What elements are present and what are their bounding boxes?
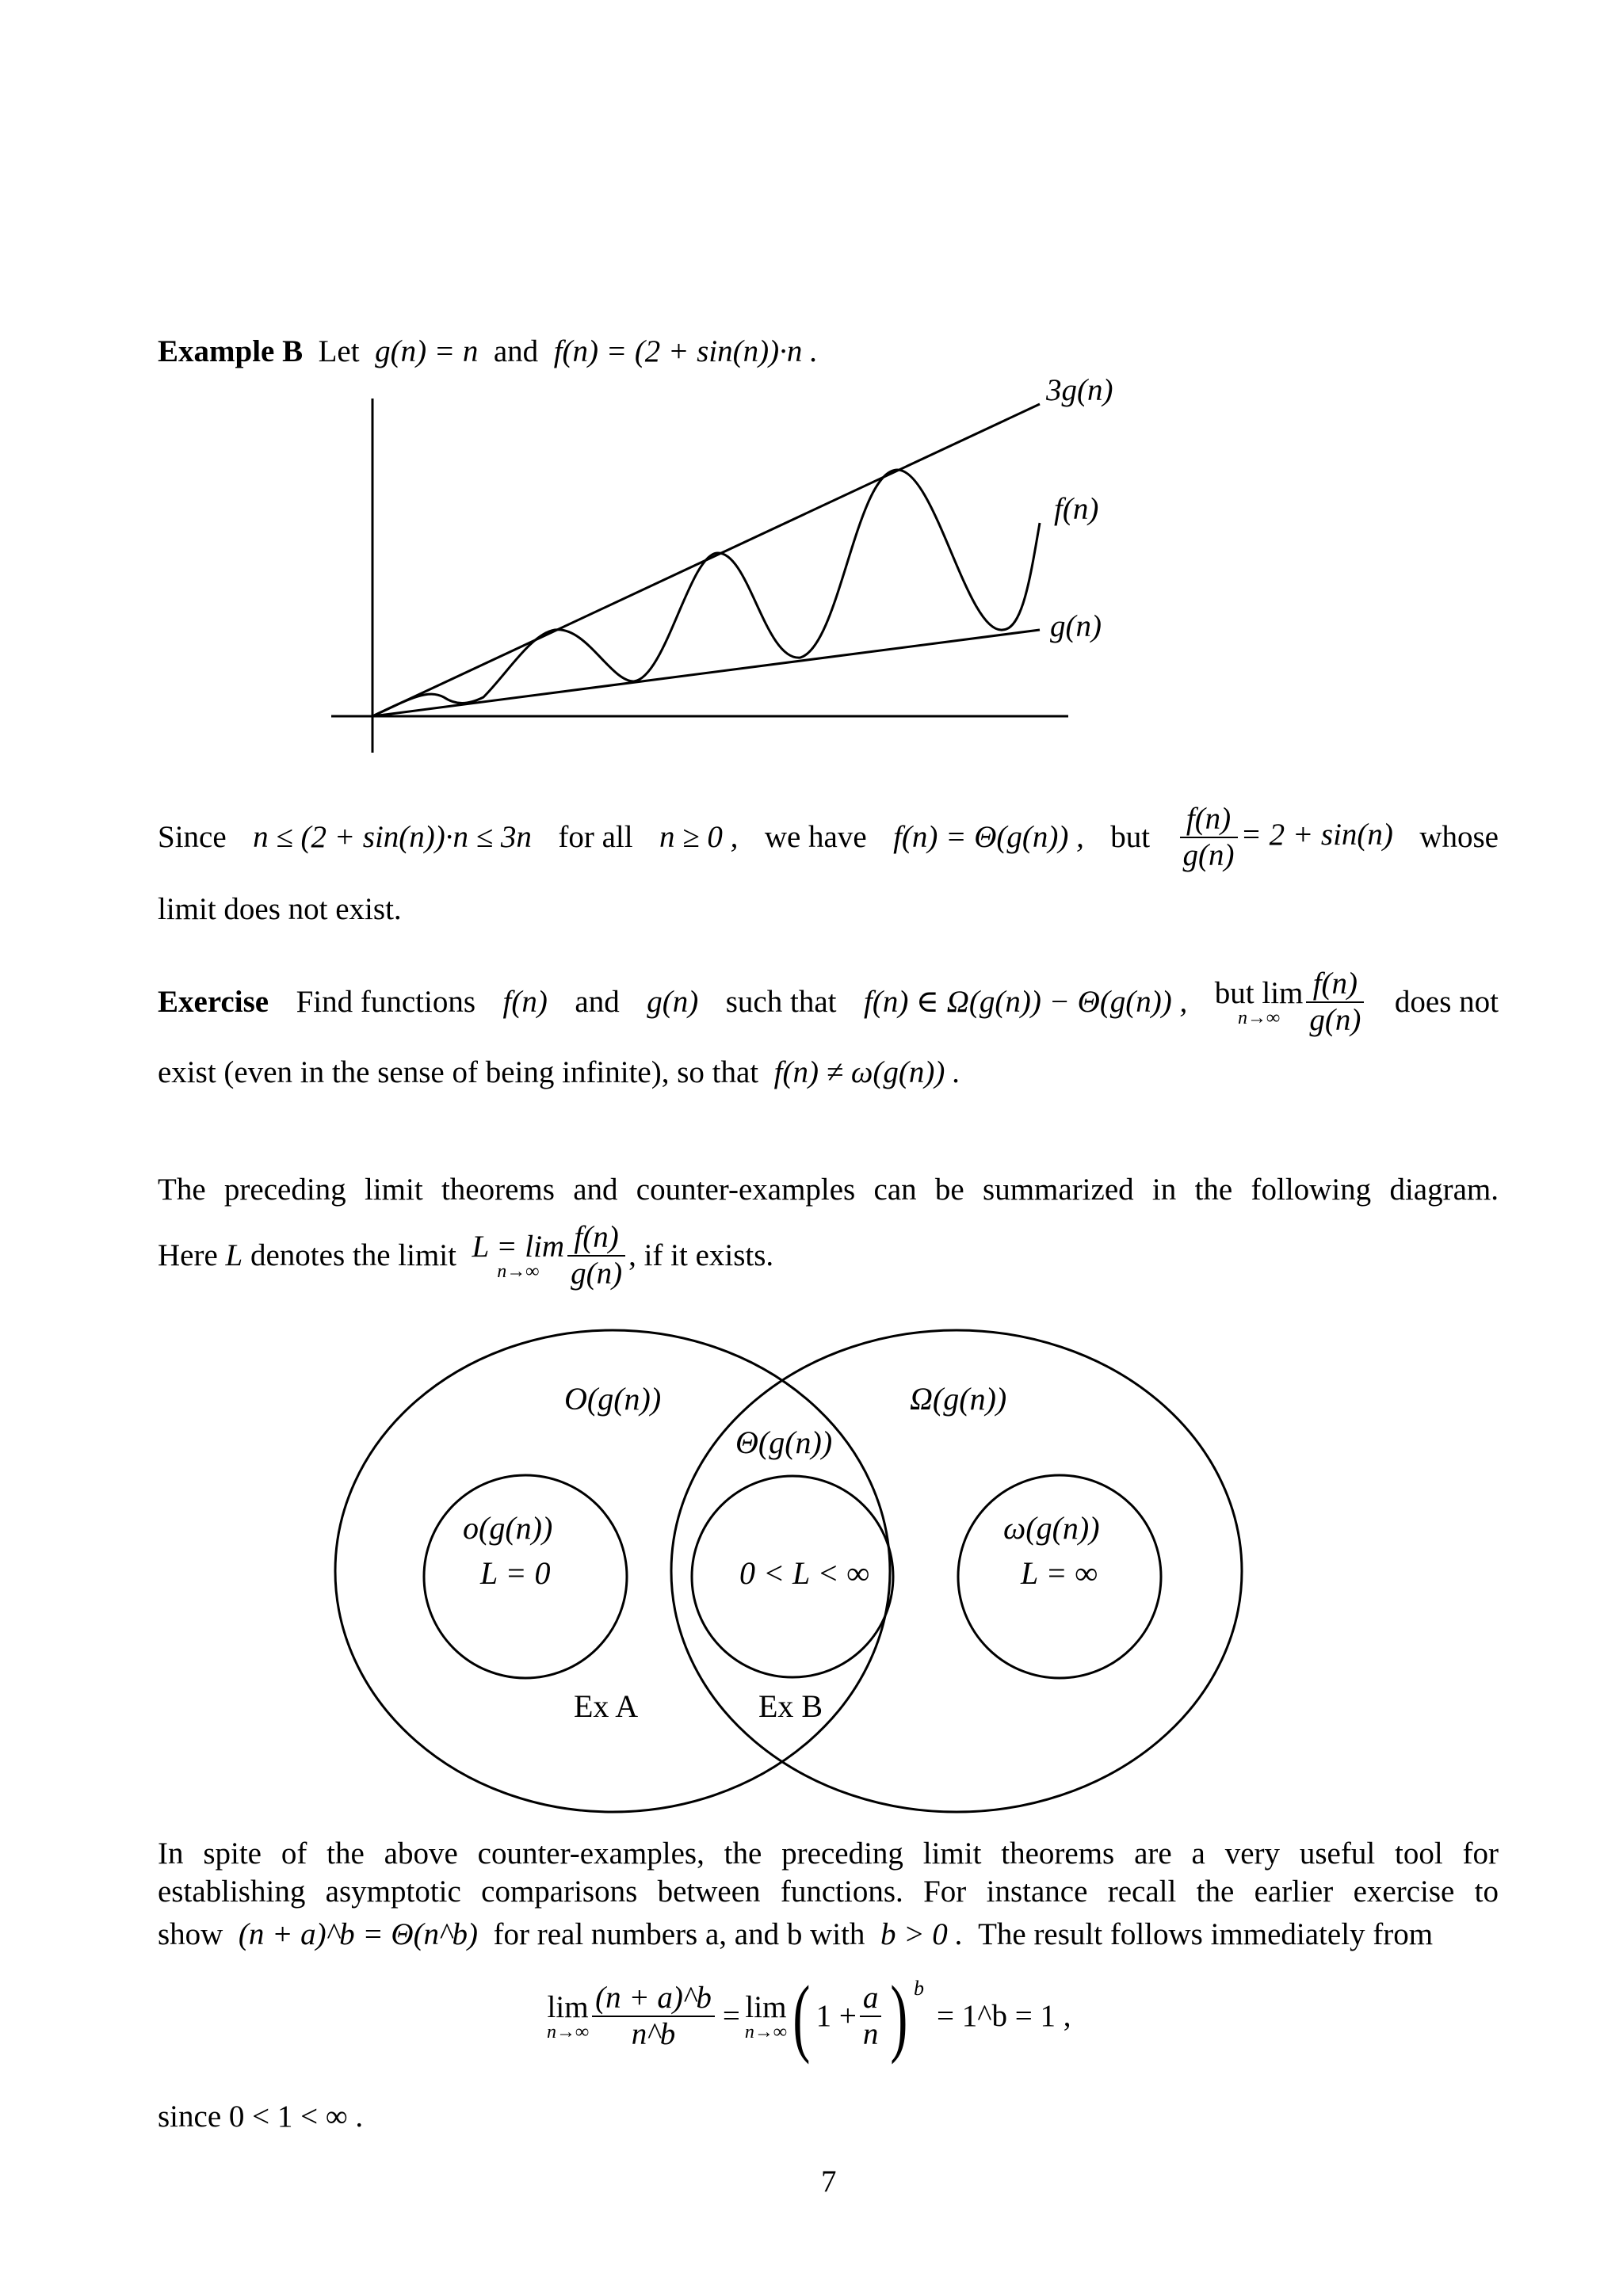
here-text: Here: [158, 1238, 218, 1272]
such-that-text: such that: [725, 985, 837, 1019]
eq-numerator: (n + a)^b: [595, 1981, 712, 2015]
if-exists-text: , if it exists.: [628, 1238, 774, 1272]
summary-denominator: g(n): [567, 1255, 625, 1291]
final-line-2: establishing asymptotic comparisons between functions. For instance recall the earlier exercise to: [158, 1875, 1499, 1909]
example-b-heading: Example B: [158, 334, 304, 368]
venn-big-o-label: O(g(n)): [564, 1381, 662, 1417]
but-word: but: [1110, 820, 1151, 854]
show-word: show: [158, 1917, 223, 1951]
show-math: (n + a)^b = Θ(n^b): [238, 1917, 478, 1951]
eq-equals: =: [722, 1999, 740, 2033]
eq-rhs: = 1^b = 1 ,: [937, 1999, 1071, 2033]
since-end-line: since 0 < 1 < ∞ .: [158, 2100, 364, 2134]
eq-lim-1-text: lim: [547, 1990, 589, 2024]
final-line-1: In spite of the above counter-examples, the preceding limit theorems are a very useful tool for: [158, 1836, 1499, 1871]
ratio-denominator: g(n): [1180, 837, 1238, 873]
since-inequality: n ≤ (2 + sin(n))·n ≤ 3n: [253, 820, 532, 854]
find-text: Find functions: [296, 985, 476, 1019]
example-b-intro: Let: [318, 334, 360, 368]
summary-numerator: f(n): [574, 1220, 619, 1254]
eq-inner-denominator: n: [860, 2016, 882, 2052]
exercise-line2-math: f(n) ≠ ω(g(n)) .: [773, 1055, 960, 1089]
f-definition: f(n) = (2 + sin(n))·n .: [553, 334, 818, 368]
venn-little-o-label: o(g(n)): [463, 1510, 553, 1546]
venn-ex-b-label: Ex B: [758, 1688, 823, 1724]
eq-fraction: [592, 1981, 715, 2052]
since-word: Since: [158, 820, 227, 854]
eq-lim-1-sub: n→∞: [547, 2022, 590, 2042]
right-paren: ): [890, 1968, 908, 2065]
exercise-condition: f(n) ∈ Ω(g(n)) − Θ(g(n)) ,: [864, 985, 1188, 1019]
label-g: g(n): [1050, 609, 1102, 643]
exercise-g: g(n): [647, 985, 699, 1019]
eq-one-plus: 1 +: [815, 1999, 857, 2033]
venn-little-o-limit: L = 0: [480, 1555, 551, 1591]
denotes-text: denotes the limit: [250, 1238, 456, 1272]
venn-theta-label: Θ(g(n)): [735, 1425, 833, 1460]
exercise-lim-sub: n→∞: [1238, 1008, 1281, 1028]
eq-power: b: [914, 1977, 924, 2000]
display-equation: [547, 1968, 1071, 2065]
exercise-denominator: g(n): [1306, 1001, 1364, 1038]
eq-inner-numerator: a: [862, 1981, 879, 2015]
page-number: 7: [821, 2164, 837, 2199]
result-follows-text: The result follows immediately from: [978, 1917, 1434, 1951]
ratio-rhs: = 2 + sin(n): [1240, 817, 1393, 852]
eq-paren-group: [787, 1968, 924, 2065]
since-line-2: limit does not exist.: [158, 892, 402, 926]
exercise-heading: Exercise: [158, 985, 269, 1019]
g-definition: g(n) = n: [375, 334, 479, 368]
but-lim-text: but lim: [1214, 976, 1304, 1010]
L-symbol: L: [225, 1238, 243, 1272]
final-line-3: [158, 1916, 1433, 1954]
and-word: and: [493, 334, 539, 368]
for-all-word: for all: [558, 820, 633, 854]
venn-little-omega-label: ω(g(n)): [1003, 1510, 1100, 1546]
we-have-word: we have: [764, 820, 867, 854]
label-3g: 3g(n): [1046, 373, 1113, 407]
does-not-text: does not: [1394, 985, 1499, 1019]
summary-lim-sub: n→∞: [497, 1261, 540, 1282]
label-f: f(n): [1054, 492, 1099, 526]
real-numbers-text: for real numbers a, and b with: [493, 1917, 865, 1951]
venn-theta-limit: 0 < L < ∞: [739, 1555, 870, 1591]
eq-lim-1: [547, 1992, 589, 2041]
exercise-f: f(n): [502, 985, 548, 1019]
eq-lim-2-sub: n→∞: [744, 2022, 787, 2042]
eq-denominator: n^b: [592, 2016, 715, 2052]
b-condition: b > 0 .: [880, 1917, 964, 1951]
L-eq-lim: L = lim: [472, 1230, 565, 1264]
since-condition: n ≥ 0 ,: [659, 820, 739, 854]
ratio-numerator: f(n): [1186, 802, 1232, 836]
exercise-line2-text: exist (even in the sense of being infinite), so that: [158, 1055, 759, 1089]
venn-ex-a-label: Ex A: [574, 1688, 639, 1724]
theta-statement: f(n) = Θ(g(n)) ,: [893, 820, 1084, 854]
exercise-and: and: [575, 985, 620, 1019]
eq-inner-fraction: [860, 1981, 882, 2052]
left-paren: (: [792, 1968, 811, 2065]
venn-little-omega-limit: L = ∞: [1021, 1555, 1098, 1591]
eq-lim-2-text: lim: [745, 1990, 787, 2024]
venn-big-omega-label: Ω(g(n)): [910, 1381, 1007, 1417]
eq-lim-2: [745, 1992, 787, 2041]
exercise-numerator: f(n): [1312, 967, 1358, 1001]
summary-line-1: The preceding limit theorems and counter-examples can be summarized in the following diagram.: [158, 1173, 1499, 1207]
whose-word: whose: [1419, 820, 1499, 854]
